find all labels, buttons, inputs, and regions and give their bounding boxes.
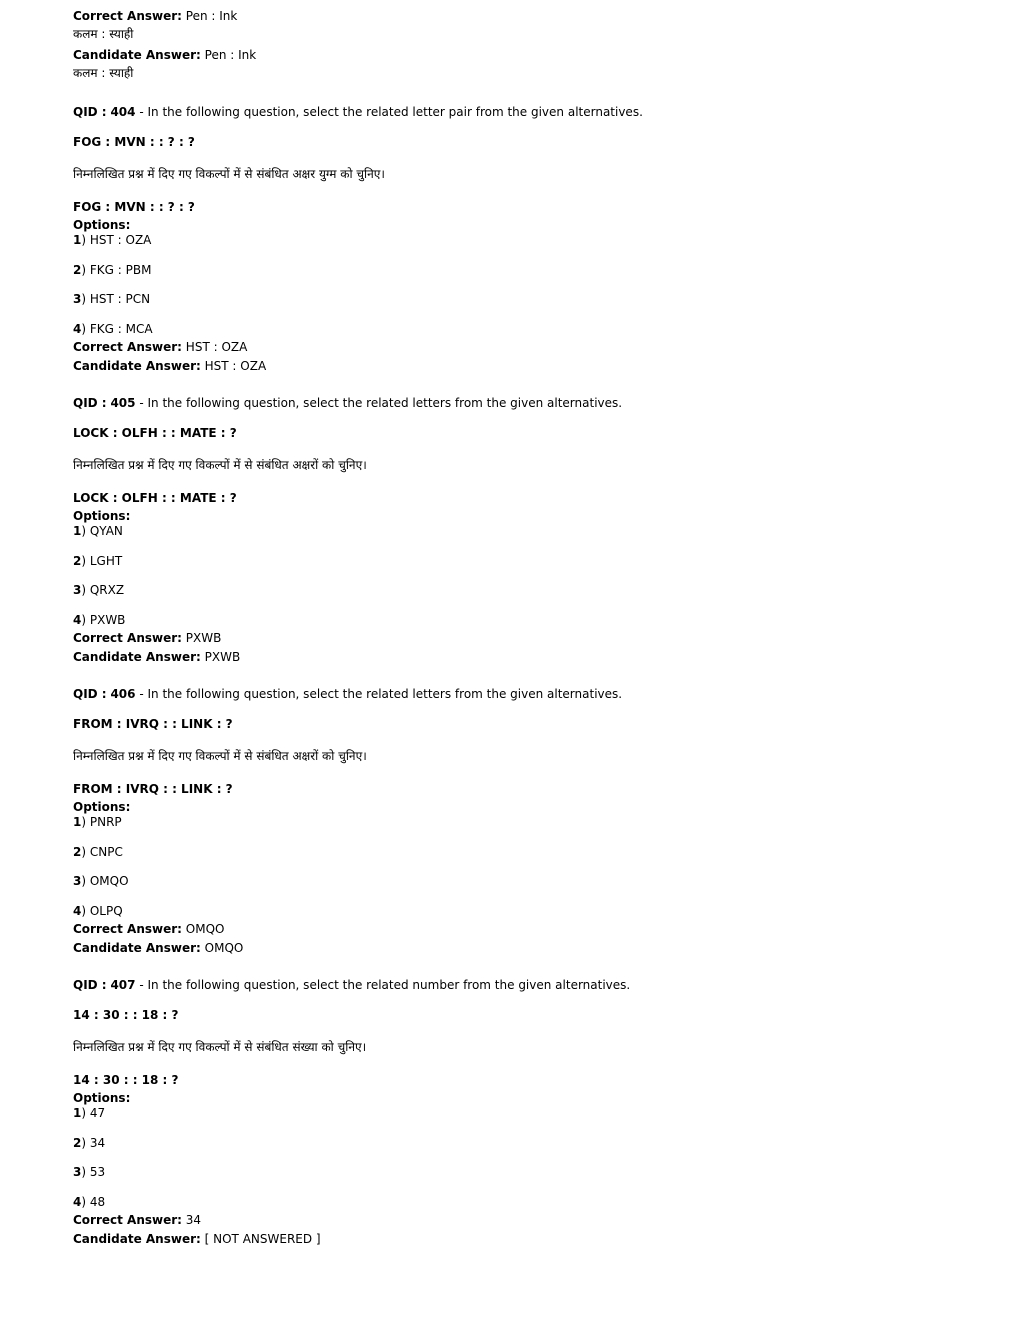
- qid-number: 405: [110, 396, 136, 410]
- question-prompt: In the following question, select the related letters from the given alternatives.: [147, 396, 623, 410]
- options-label-text: Options:: [73, 509, 131, 523]
- qid-label: QID :: [73, 105, 107, 119]
- question-prompt-hindi: निम्नलिखित प्रश्न में दिए गए विकल्पों में से संबंधित अक्षरों को चुनिए।: [73, 749, 367, 763]
- top-candidate-answer: [73, 47, 256, 63]
- options-label: [73, 1090, 130, 1106]
- question-prompt-hindi: निम्नलिखित प्रश्न में दिए गए विकल्पों में से संबंधित अक्षरों को चुनिए।: [73, 458, 367, 472]
- option-item: 2) FKG : PBM: [73, 263, 152, 277]
- qid-separator: -: [139, 687, 148, 701]
- candidate-answer-label: Candidate Answer:: [73, 359, 201, 373]
- option-item: 1) 47: [73, 1106, 106, 1120]
- question-expression-repeat: [73, 1072, 179, 1088]
- expression-text: FROM : IVRQ : : LINK : ?: [73, 782, 233, 796]
- qid-number: 407: [110, 978, 136, 992]
- option-text: 34: [89, 1136, 106, 1150]
- options-label: [73, 508, 130, 524]
- question-header: [73, 395, 622, 411]
- question-header: [73, 977, 630, 993]
- option-item: 4) PXWB: [73, 613, 126, 627]
- candidate-answer: [73, 358, 266, 374]
- correct-answer-label: Correct Answer:: [73, 1213, 182, 1227]
- expression-text: 14 : 30 : : 18 : ?: [73, 1073, 179, 1087]
- expression-text: FOG : MVN : : ? : ?: [73, 200, 195, 214]
- option-item: 1) PNRP: [73, 815, 122, 829]
- options-label-text: Options:: [73, 800, 131, 814]
- option-text: PXWB: [89, 613, 126, 627]
- option-text: 47: [89, 1106, 106, 1120]
- question-expression: [73, 425, 237, 441]
- option-text: LGHT: [89, 554, 123, 568]
- question-expression: [73, 716, 233, 732]
- option-text: QYAN: [89, 524, 123, 538]
- option-text: OLPQ: [89, 904, 123, 918]
- option-text: OMQO: [89, 874, 129, 888]
- question-prompt-hindi: निम्नलिखित प्रश्न में दिए गए विकल्पों में से संबंधित अक्षर युग्म को चुनिए।: [73, 167, 385, 181]
- qid-separator: -: [139, 396, 148, 410]
- option-item: 4) FKG : MCA: [73, 322, 153, 336]
- question-expression: [73, 1007, 179, 1023]
- option-item: 1) QYAN: [73, 524, 123, 538]
- correct-answer-value: OMQO: [185, 922, 225, 936]
- correct-answer-value: PXWB: [185, 631, 222, 645]
- question-prompt: In the following question, select the related letter pair from the given alternatives.: [147, 105, 643, 119]
- correct-answer: [73, 339, 247, 355]
- expression-text: FROM : IVRQ : : LINK : ?: [73, 717, 233, 731]
- option-item: 3) HST : PCN: [73, 292, 151, 306]
- top-correct-answer: [73, 8, 237, 24]
- question-header: [73, 104, 643, 120]
- candidate-answer-value: Pen : Ink: [204, 48, 257, 62]
- options-label-text: Options:: [73, 1091, 131, 1105]
- correct-answer: [73, 921, 225, 937]
- expression-text: LOCK : OLFH : : MATE : ?: [73, 491, 237, 505]
- option-text: FKG : MCA: [89, 322, 153, 336]
- qid-label: QID :: [73, 396, 107, 410]
- option-text: 48: [89, 1195, 106, 1209]
- candidate-answer-value: PXWB: [204, 650, 241, 664]
- question-prompt: In the following question, select the related letters from the given alternatives.: [147, 687, 623, 701]
- candidate-answer: [73, 940, 243, 956]
- option-text: HST : PCN: [89, 292, 151, 306]
- correct-answer-label: Correct Answer:: [73, 631, 182, 645]
- option-item: 4) OLPQ: [73, 904, 123, 918]
- question-prompt-hindi: निम्नलिखित प्रश्न में दिए गए विकल्पों में से संबंधित संख्या को चुनिए।: [73, 1040, 367, 1054]
- expression-text: 14 : 30 : : 18 : ?: [73, 1008, 179, 1022]
- qid-separator: -: [139, 978, 148, 992]
- option-item: 3) 53: [73, 1165, 106, 1179]
- options-label: [73, 799, 130, 815]
- top-correct-answer-hindi: कलम : स्याही: [73, 27, 134, 41]
- qid-number: 406: [110, 687, 136, 701]
- question-expression: [73, 134, 195, 150]
- correct-answer: [73, 1212, 201, 1228]
- candidate-answer-value: OMQO: [204, 941, 244, 955]
- option-item: 3) OMQO: [73, 874, 129, 888]
- expression-text: FOG : MVN : : ? : ?: [73, 135, 195, 149]
- qid-separator: -: [139, 105, 148, 119]
- option-item: 3) QRXZ: [73, 583, 125, 597]
- expression-text: LOCK : OLFH : : MATE : ?: [73, 426, 237, 440]
- candidate-answer-label: Candidate Answer:: [73, 48, 201, 62]
- option-item: 2) LGHT: [73, 554, 123, 568]
- candidate-answer: [73, 1231, 321, 1247]
- question-expression-repeat: [73, 781, 233, 797]
- correct-answer-label: Correct Answer:: [73, 922, 182, 936]
- option-text: CNPC: [89, 845, 123, 859]
- qid-label: QID :: [73, 978, 107, 992]
- question-expression-repeat: [73, 199, 195, 215]
- option-text: PNRP: [89, 815, 122, 829]
- candidate-answer-label: Candidate Answer:: [73, 941, 201, 955]
- top-candidate-answer-hindi: कलम : स्याही: [73, 66, 134, 80]
- option-text: QRXZ: [89, 583, 125, 597]
- options-label: [73, 217, 130, 233]
- options-label-text: Options:: [73, 218, 131, 232]
- correct-answer-value: 34: [185, 1213, 202, 1227]
- correct-answer-label: Correct Answer:: [73, 340, 182, 354]
- qid-label: QID :: [73, 687, 107, 701]
- candidate-answer: [73, 649, 240, 665]
- question-prompt: In the following question, select the related number from the given alternatives.: [147, 978, 631, 992]
- option-item: 1) HST : OZA: [73, 233, 152, 247]
- option-item: 2) 34: [73, 1136, 106, 1150]
- correct-answer: [73, 630, 221, 646]
- candidate-answer-value: HST : OZA: [204, 359, 267, 373]
- correct-answer-label: Correct Answer:: [73, 9, 182, 23]
- option-item: 2) CNPC: [73, 845, 123, 859]
- correct-answer-value: Pen : Ink: [185, 9, 238, 23]
- candidate-answer-label: Candidate Answer:: [73, 1232, 201, 1246]
- correct-answer-value: HST : OZA: [185, 340, 248, 354]
- option-text: 53: [89, 1165, 106, 1179]
- question-expression-repeat: [73, 490, 237, 506]
- option-item: 4) 48: [73, 1195, 106, 1209]
- candidate-answer-value: [ NOT ANSWERED ]: [204, 1232, 321, 1246]
- qid-number: 404: [110, 105, 136, 119]
- option-text: FKG : PBM: [89, 263, 152, 277]
- candidate-answer-label: Candidate Answer:: [73, 650, 201, 664]
- question-header: [73, 686, 622, 702]
- option-text: HST : OZA: [89, 233, 152, 247]
